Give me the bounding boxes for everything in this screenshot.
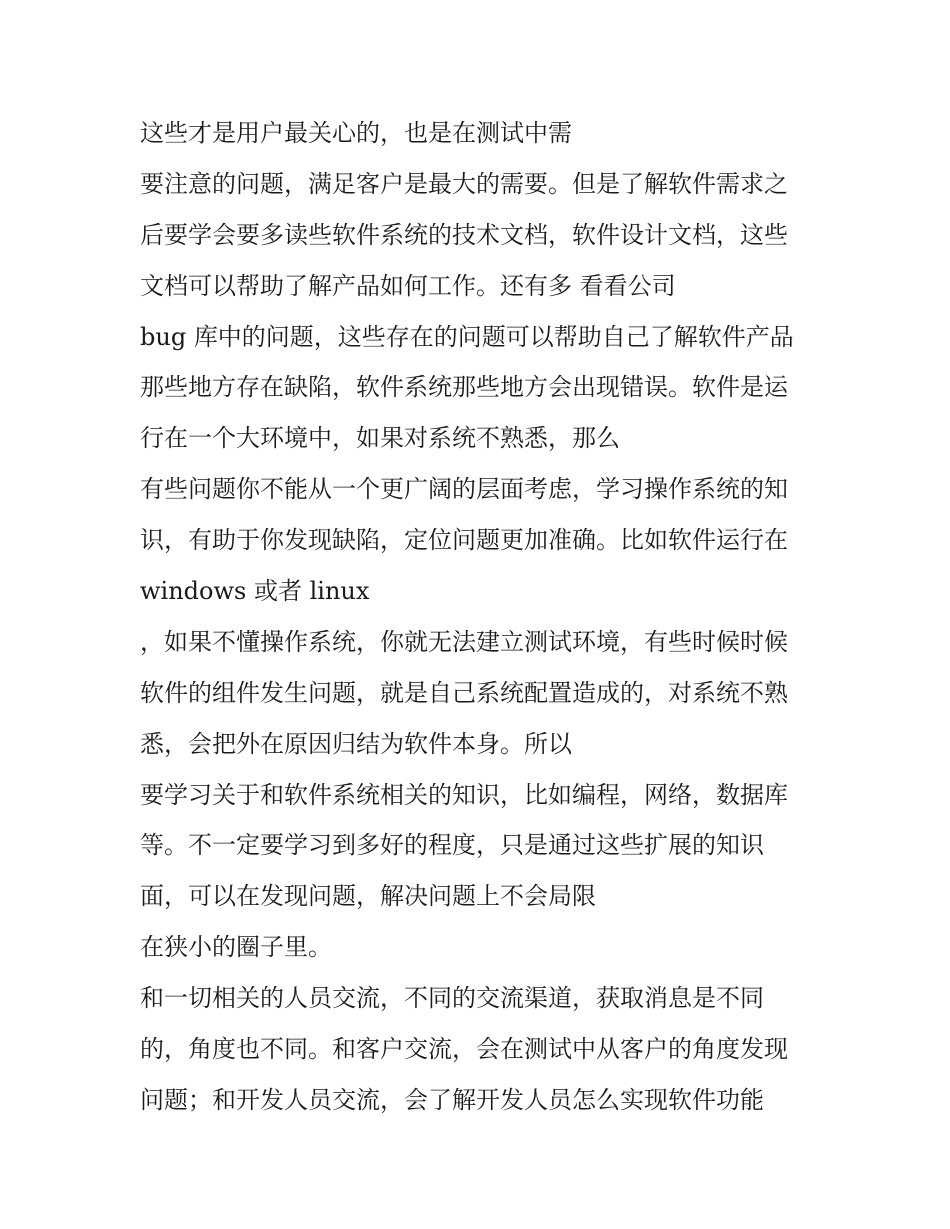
text-line: 问题；和开发人员交流，会了解开发人员怎么实现软件功能 (140, 1085, 764, 1114)
text-line: windows 或者 linux (140, 577, 370, 606)
text-line: 悉，会把外在原因归结为软件本身。所以 (140, 729, 572, 758)
text-line: 面，可以在发现问题，解决问题上不会局限 (140, 882, 596, 911)
text-line: 在狭小的圈子里。 (140, 933, 332, 962)
text-line: 要学习关于和软件系统相关的知识，比如编程，网络，数据库 (140, 780, 788, 809)
text-line: ，如果不懂操作系统，你就无法建立测试环境，有些时候时候 (140, 627, 788, 656)
body-text (140, 108, 830, 1126)
text-line: 要注意的问题，满足客户是最大的需要。但是了解软件需求之 (140, 169, 788, 198)
text-line: 软件的组件发生问题，就是自己系统配置造成的，对系统不熟 (140, 678, 788, 707)
text-line: 行在一个大环境中，如果对系统不熟悉，那么 (140, 424, 620, 453)
text-line: 文档可以帮助了解产品如何工作。还有多 看看公司 (140, 271, 676, 300)
text-line: 那些地方存在缺陷，软件系统那些地方会出现错误。软件是运 (140, 373, 788, 402)
text-line: 和一切相关的人员交流，不同的交流渠道，获取消息是不同 (140, 984, 764, 1013)
text-line: 的，角度也不同。和客户交流，会在测试中从客户的角度发现 (140, 1035, 788, 1064)
text-line: bug 库中的问题，这些存在的问题可以帮助自己了解软件产品 (140, 322, 794, 351)
text-line: 有些问题你不能从一个更广阔的层面考虑，学习操作系统的知 (140, 475, 788, 504)
text-line: 识，有助于你发现缺陷，定位问题更加准确。比如软件运行在 (140, 526, 788, 555)
text-line: 这些才是用户最关心的，也是在测试中需 (140, 119, 572, 147)
text-line: 后要学会要多读些软件系统的技术文档，软件设计文档，这些 (140, 220, 788, 249)
text-line: 等。不一定要学习到多好的程度，只是通过这些扩展的知识 (140, 831, 764, 860)
